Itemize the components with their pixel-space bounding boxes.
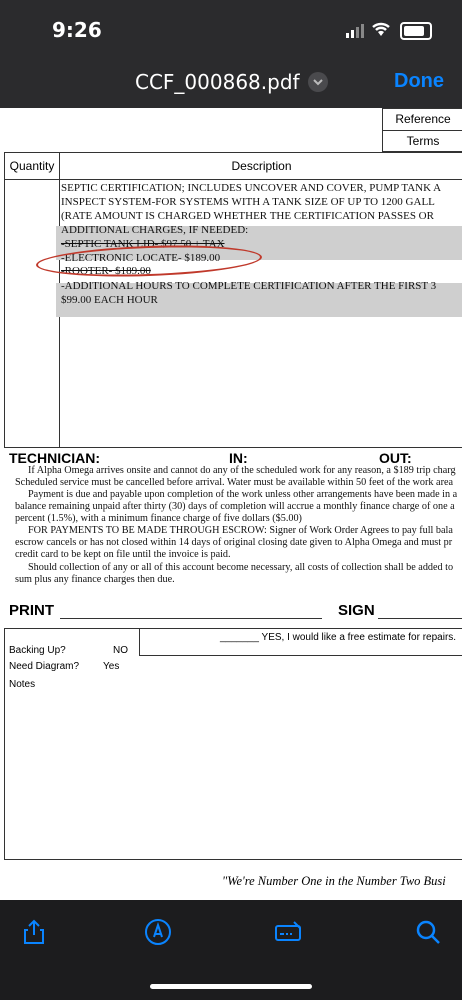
terms-text: credit card to be kept on file until the invoice is paid. <box>15 549 231 560</box>
quantity-column <box>5 180 60 447</box>
terms-text: FOR PAYMENTS TO BE MADE THROUGH ESCROW: Signer of Work Order Agrees to pay full bala <box>28 525 453 536</box>
in-label: IN: <box>229 450 248 466</box>
terms-text: Should collection of any or all of this account become necessary, all costs of collection shall be added to <box>28 562 454 573</box>
wifi-icon <box>370 20 392 38</box>
battery-icon <box>400 22 432 40</box>
signature-icon[interactable] <box>274 918 302 946</box>
terms-text: If Alpha Omega arrives onsite and cannot do any of the scheduled work for any reason, a $189 trip charg <box>28 465 456 476</box>
search-icon[interactable] <box>414 918 442 946</box>
share-icon[interactable] <box>20 918 48 946</box>
cellular-signal-icon <box>346 24 366 38</box>
reference-label: Reference <box>383 109 462 131</box>
terms-text: Payment is due and payable upon completion of the work unless other arrangements have been made in a <box>28 489 458 500</box>
terms-label: Terms <box>406 134 440 148</box>
technician-line <box>9 450 412 466</box>
status-bar <box>0 0 462 60</box>
title-menu-chevron-icon[interactable] <box>308 72 328 92</box>
description-line: -SEPTIC TANK LID- $97.50 + TAX <box>61 238 225 250</box>
clock: 9:26 <box>52 18 102 42</box>
need-diagram-label: Need Diagram? <box>9 661 80 672</box>
backing-up-value: NO <box>113 645 128 656</box>
terms-text: Scheduled service must be cancelled before arrival. Water must be available within 50 feet of the work area <box>15 477 454 488</box>
footer-slogan: "We're Number One in the Number Two Busi <box>222 874 446 888</box>
markup-icon[interactable] <box>144 918 172 946</box>
description-line-electronic-locate: -ELECTRONIC LOCATE- $189.00 <box>61 252 221 264</box>
estimate-text: _______ YES, I would like a free estimate for repairs. <box>220 632 457 643</box>
description-line: ADDITIONAL CHARGES, IF NEEDED: <box>61 224 249 236</box>
print-signature-line <box>60 618 322 619</box>
done-button[interactable]: Done <box>394 70 444 92</box>
sign-label: SIGN <box>338 602 375 619</box>
out-label: OUT: <box>379 450 412 466</box>
backing-up-label: Backing Up? <box>9 645 66 656</box>
terms-text: escrow cancels or has not closed within 14 days of original closing date given to Alpha Omega and must pr <box>15 537 453 548</box>
need-diagram-value: Yes <box>103 661 120 672</box>
reference-terms-box <box>382 108 462 152</box>
description-line: -ADDITIONAL HOURS TO COMPLETE CERTIFICATION AFTER THE FIRST 3 <box>61 280 437 292</box>
quantity-header: Quantity <box>5 153 60 180</box>
sign-signature-line <box>378 618 462 619</box>
terms-text: sum plus any finance charges then due. <box>15 574 175 585</box>
home-indicator[interactable] <box>150 984 312 989</box>
technician-label: TECHNICIAN: <box>9 450 100 466</box>
terms-text: balance remaining unpaid after thirty (30) days of completion will accrue a monthly finance charge of one a <box>15 501 455 512</box>
description-line: INSPECT SYSTEM-FOR SYSTEMS WITH A TANK SIZE OF UP TO 1200 GALL <box>61 196 435 208</box>
pdf-page <box>0 108 462 900</box>
print-label: PRINT <box>9 602 54 619</box>
description-line: SEPTIC CERTIFICATION; INCLUDES UNCOVER AND COVER, PUMP TANK A <box>61 182 442 194</box>
description-header: Description <box>60 153 462 180</box>
document-title[interactable]: CCF_000868.pdf <box>135 70 300 94</box>
estimate-box <box>139 629 462 656</box>
description-line: (RATE AMOUNT IS CHARGED WHETHER THE CERTIFICATION PASSES OR <box>61 210 434 222</box>
description-line: -ROOTER- $189.00 <box>61 265 151 277</box>
nav-bar <box>0 60 462 108</box>
description-line: $99.00 EACH HOUR <box>61 294 158 306</box>
terms-text: percent (1.5%), with a minimum finance charge of five dollars ($5.00) <box>15 513 302 524</box>
notes-box <box>4 628 462 860</box>
notes-label: Notes <box>9 679 36 690</box>
